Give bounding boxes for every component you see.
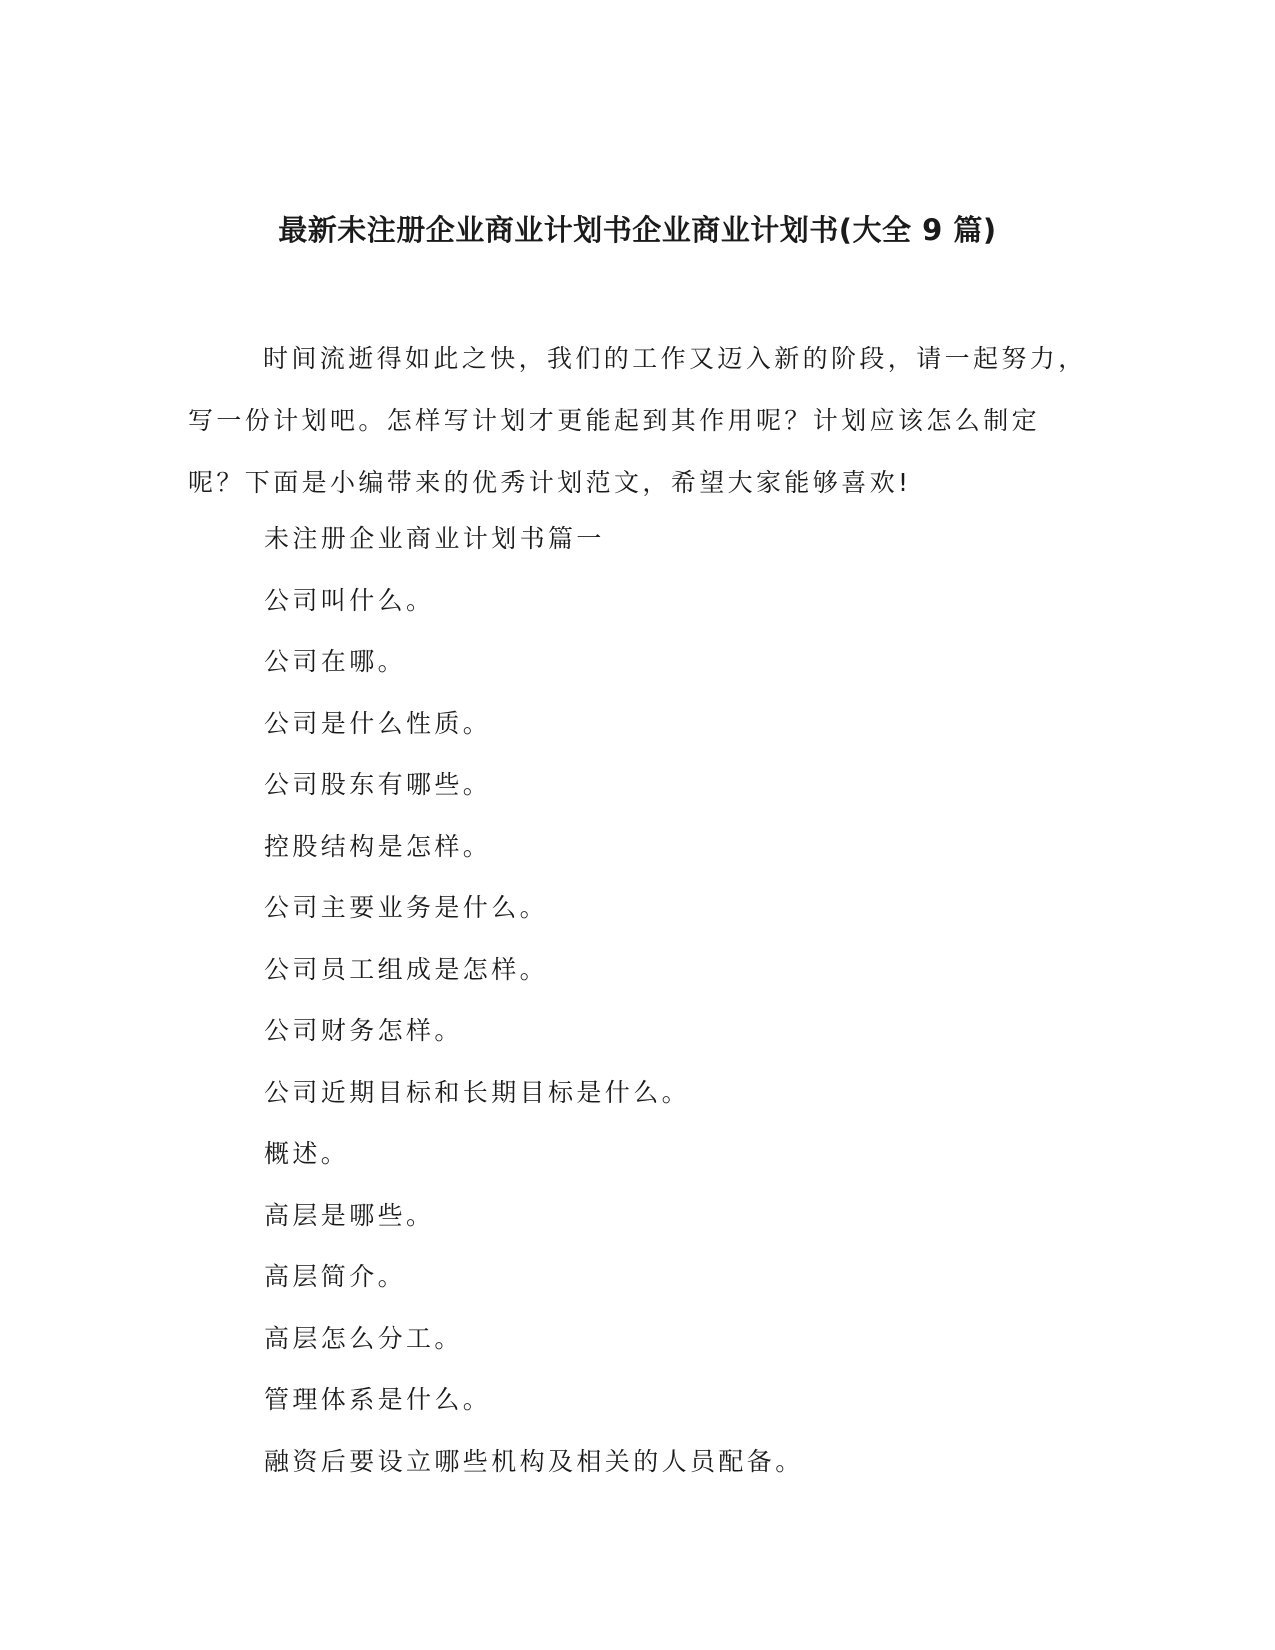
outline-line: 公司是什么性质。 <box>264 708 492 738</box>
outline-line: 公司叫什么。 <box>264 585 435 615</box>
outline-line: 公司员工组成是怎样。 <box>264 954 549 984</box>
outline-line: 公司财务怎样。 <box>264 1016 463 1045</box>
outline-line: 高层简介。 <box>264 1262 407 1291</box>
outline-line: 融资后要设立哪些机构及相关的人员配备。 <box>264 1446 804 1476</box>
outline-list <box>264 514 804 1498</box>
outline-line: 高层是哪些。 <box>264 1200 435 1230</box>
intro-paragraph: 时间流逝得如此之快，我们的工作又迈入新的阶段，请一起努力，写一份计划吧。怎样写计划才更能起到其作用呢？计划应该怎么制定呢？下面是小编带来的优秀计划范文，希望大家能够喜欢! <box>188 344 1087 497</box>
outline-line: 管理体系是什么。 <box>264 1385 492 1414</box>
outline-line: 公司近期目标和长期目标是什么。 <box>264 1077 691 1107</box>
outline-line: 控股结构是怎样。 <box>264 831 492 861</box>
document-title: 最新未注册企业商业计划书企业商业计划书(大全 9 篇) <box>278 213 997 247</box>
outline-line: 公司股东有哪些。 <box>264 770 492 799</box>
outline-line: 公司主要业务是什么。 <box>264 893 549 922</box>
section-heading: 未注册企业商业计划书篇一 <box>264 524 605 553</box>
outline-line: 公司在哪。 <box>264 647 407 676</box>
outline-line: 高层怎么分工。 <box>264 1323 463 1353</box>
outline-line: 概述。 <box>264 1139 350 1168</box>
